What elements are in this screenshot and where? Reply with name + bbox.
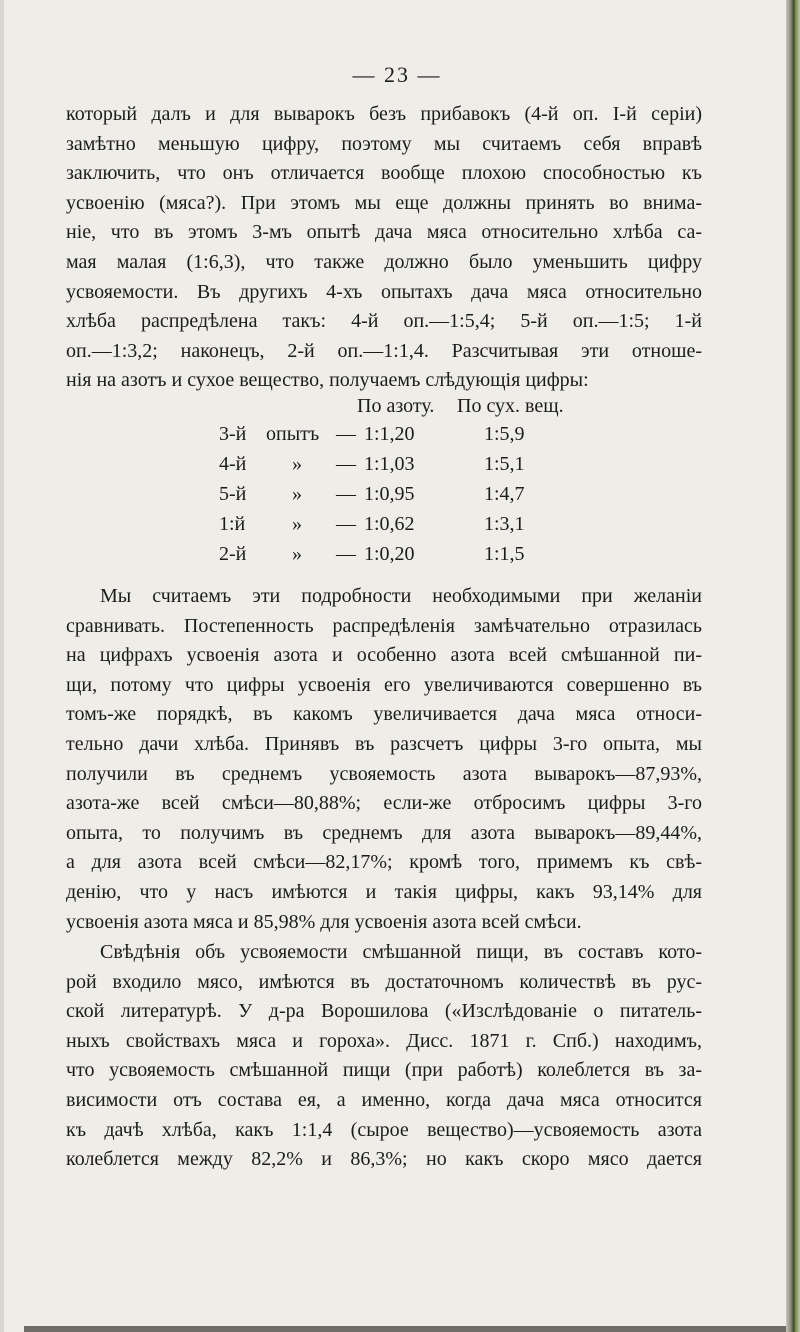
row-dry: 1:5,9 bbox=[484, 423, 525, 445]
table-row bbox=[4, 453, 790, 481]
row-dash: — bbox=[336, 543, 356, 565]
table-row bbox=[4, 543, 790, 571]
paragraph-1 bbox=[66, 100, 702, 396]
text-line: рой входило мясо, имѣются въ достаточномъ количествѣ въ рус- bbox=[66, 970, 702, 993]
text-line: замѣтно меньшую цифру, поэтому мы считаемъ себя вправѣ bbox=[66, 132, 702, 155]
text-line: мая малая (1:6,3), что также должно было уменьшить цифру bbox=[66, 250, 702, 273]
row-nitrogen: 1:1,03 bbox=[364, 453, 415, 475]
row-dash: — bbox=[336, 453, 356, 475]
text-line: тельно дачи хлѣба. Принявъ въ разсчетъ цифры 3-го опыта, мы bbox=[66, 732, 702, 755]
text-line: висимости отъ состава ея, а именно, когда дача мяса относится bbox=[66, 1088, 702, 1111]
row-word: » bbox=[292, 513, 302, 535]
row-nitrogen: 1:0,20 bbox=[364, 543, 415, 565]
text-line: сравнивать. Постепенность распредѣленія замѣчательно отразилась bbox=[66, 614, 702, 637]
text-line: томъ-же порядкѣ, въ какомъ увеличивается дача мяса относи- bbox=[66, 703, 702, 726]
text-line: а для азота всей смѣси—82,17%; кромѣ того, примемъ къ свѣ- bbox=[66, 851, 702, 874]
text-line: усвояемости. Въ другихъ 4-хъ опытахъ дача мяса относительно bbox=[66, 280, 702, 303]
row-dry: 1:3,1 bbox=[484, 513, 525, 535]
table-row bbox=[4, 483, 790, 511]
row-dry: 1:1,5 bbox=[484, 543, 525, 565]
text-line: ской литературѣ. У д-ра Ворошилова («Изслѣдованіе о питатель- bbox=[66, 1000, 702, 1023]
text-line: щи, потому что цифры усвоенія его увеличиваются совершенно въ bbox=[66, 673, 702, 696]
text-line: заключить, что онъ отличается вообще плохою способностью къ bbox=[66, 162, 702, 185]
row-dash: — bbox=[336, 423, 356, 445]
text-line: Мы считаемъ эти подробности необходимыми при желаніи bbox=[100, 585, 702, 607]
table-row bbox=[4, 513, 790, 541]
row-nitrogen: 1:1,20 bbox=[364, 423, 415, 445]
text-line: усвоенію (мяса?). При этомъ мы еще должны принять во внима- bbox=[66, 191, 702, 214]
row-dash: — bbox=[336, 513, 356, 535]
text-line: хлѣба распредѣлена такъ: 4-й оп.—1:5,4; 5-й оп.—1:5; 1-й bbox=[66, 310, 702, 333]
row-word: опытъ bbox=[266, 423, 320, 445]
row-nitrogen: 1:0,95 bbox=[364, 483, 415, 505]
page-number: — 23 — bbox=[352, 62, 442, 87]
text-line: Свѣдѣнія объ усвояемости смѣшанной пищи, въ составъ кото- bbox=[100, 941, 702, 963]
text-line: который далъ и для выварокъ безъ прибавокъ (4-й оп. I-й серіи) bbox=[66, 103, 702, 125]
table-header-dry-matter: По сух. вещ. bbox=[457, 395, 564, 417]
text-line: усвоенія азота мяса и 85,98% для усвоенія азота всей смѣси. bbox=[66, 910, 582, 933]
text-line: опыта, то получимъ въ среднемъ для азота выварокъ—89,44%, bbox=[66, 821, 702, 844]
book-spine-edge bbox=[786, 0, 800, 1332]
text-line: денію, что у насъ имѣются и такія цифры, какъ 93,14% для bbox=[66, 880, 702, 903]
text-line: что усвояемость смѣшанной пищи (при работѣ) колеблется въ за- bbox=[66, 1059, 702, 1082]
row-label: 4-й bbox=[219, 453, 247, 475]
row-word: » bbox=[292, 483, 302, 505]
text-line: получили въ среднемъ усвояемость азота выварокъ—87,93%, bbox=[66, 762, 702, 785]
text-line: колеблется между 82,2% и 86,3%; но какъ скоро мясо дается bbox=[66, 1148, 702, 1171]
row-dry: 1:4,7 bbox=[484, 483, 525, 505]
paragraph-3 bbox=[66, 938, 702, 1175]
text-line: оп.—1:3,2; наконецъ, 2-й оп.—1:1,4. Разсчитывая эти отноше- bbox=[66, 339, 702, 362]
text-line: на цифрахъ усвоенія азота и особенно азота всей смѣшанной пи- bbox=[66, 644, 702, 667]
paragraph-2 bbox=[66, 582, 702, 937]
text-line: къ дачѣ хлѣба, какъ 1:1,4 (сырое вещество)—усвояемость азота bbox=[66, 1118, 702, 1141]
text-line: азота-же всей смѣси—80,88%; если-же отбросимъ цифры 3-го bbox=[66, 792, 702, 815]
text-line: нія на азотъ и сухое вещество, получаемъ слѣдующія цифры: bbox=[66, 369, 589, 392]
page-bottom-edge bbox=[24, 1326, 790, 1332]
row-dry: 1:5,1 bbox=[484, 453, 525, 475]
table-row bbox=[4, 423, 790, 451]
row-word: » bbox=[292, 543, 302, 565]
text-line: ніе, что въ этомъ 3-мъ опытѣ дача мяса относительно хлѣба са- bbox=[66, 221, 702, 244]
text-line: ныхъ свойствахъ мяса и гороха». Дисс. 1871 г. Спб.) находимъ, bbox=[66, 1029, 702, 1052]
row-dash: — bbox=[336, 483, 356, 505]
row-word: » bbox=[292, 453, 302, 475]
row-nitrogen: 1:0,62 bbox=[364, 513, 415, 535]
row-label: 5-й bbox=[219, 483, 247, 505]
row-label: 3-й bbox=[219, 423, 247, 445]
row-label: 2-й bbox=[219, 543, 247, 565]
row-label: 1:й bbox=[219, 513, 246, 535]
table-header-nitrogen: По азоту. bbox=[357, 395, 435, 417]
